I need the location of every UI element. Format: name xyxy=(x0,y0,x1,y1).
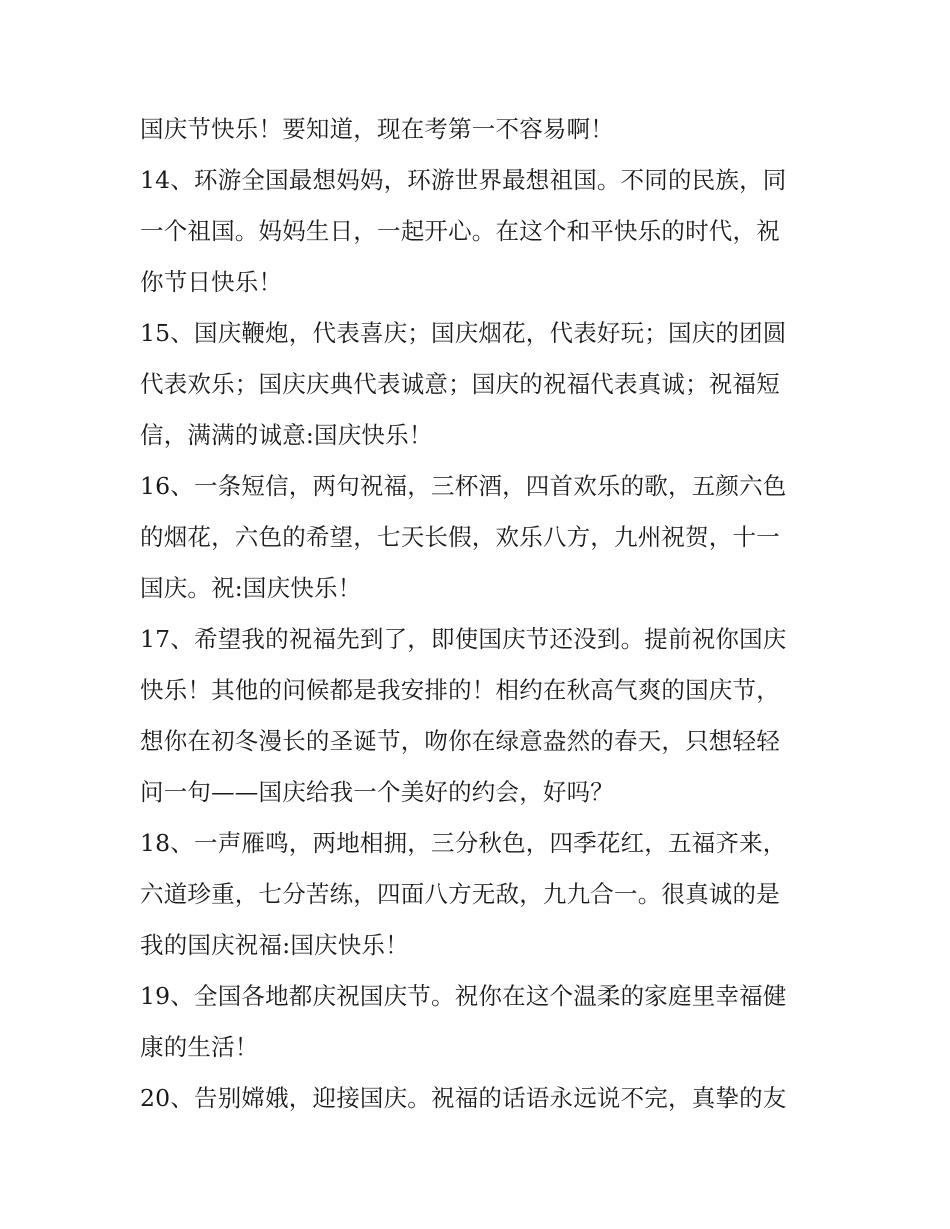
text-line: 18、一声雁鸣，两地相拥，三分秋色，四季花红，五福齐来， xyxy=(140,829,787,857)
text-line: 19、全国各地都庆祝国庆节。祝你在这个温柔的家庭里幸福健 xyxy=(140,982,787,1010)
text-line: 康的生活！ xyxy=(140,1033,259,1061)
text-line: 20、告别嫦娥，迎接国庆。祝福的话语永远说不完，真挚的友 xyxy=(140,1084,787,1112)
text-line: 六道珍重，七分苦练，四面八方无敌，九九合一。很真诚的是 xyxy=(140,880,780,908)
text-line: 一个祖国。妈妈生日，一起开心。在这个和平快乐的时代，祝 xyxy=(140,217,780,245)
text-line: 代表欢乐；国庆庆典代表诚意；国庆的祝福代表真诚；祝福短 xyxy=(140,370,780,398)
text-line: 15、国庆鞭炮，代表喜庆；国庆烟花，代表好玩；国庆的团圆 xyxy=(140,319,787,347)
text-line: 国庆节快乐！要知道，现在考第一不容易啊！ xyxy=(140,115,614,143)
text-line: 想你在初冬漫长的圣诞节，吻你在绿意盎然的春天，只想轻轻 xyxy=(140,727,780,755)
text-line: 问一句——国庆给我一个美好的约会，好吗？ xyxy=(140,778,614,806)
text-line: 快乐！其他的问候都是我安排的！相约在秋高气爽的国庆节， xyxy=(140,676,780,704)
text-line: 你节日快乐！ xyxy=(140,268,283,296)
text-line: 国庆。祝:国庆快乐！ xyxy=(140,574,362,602)
text-line: 的烟花，六色的希望，七天长假，欢乐八方，九州祝贺，十一 xyxy=(140,523,780,551)
text-line: 14、环游全国最想妈妈，环游世界最想祖国。不同的民族，同 xyxy=(140,166,787,194)
text-line: 信，满满的诚意:国庆快乐！ xyxy=(140,421,433,449)
text-line: 17、希望我的祝福先到了，即使国庆节还没到。提前祝你国庆 xyxy=(140,625,787,653)
document-body xyxy=(140,104,820,1124)
text-line: 16、一条短信，两句祝福，三杯酒，四首欢乐的歌，五颜六色 xyxy=(140,472,787,500)
text-line: 我的国庆祝福:国庆快乐！ xyxy=(140,931,409,959)
